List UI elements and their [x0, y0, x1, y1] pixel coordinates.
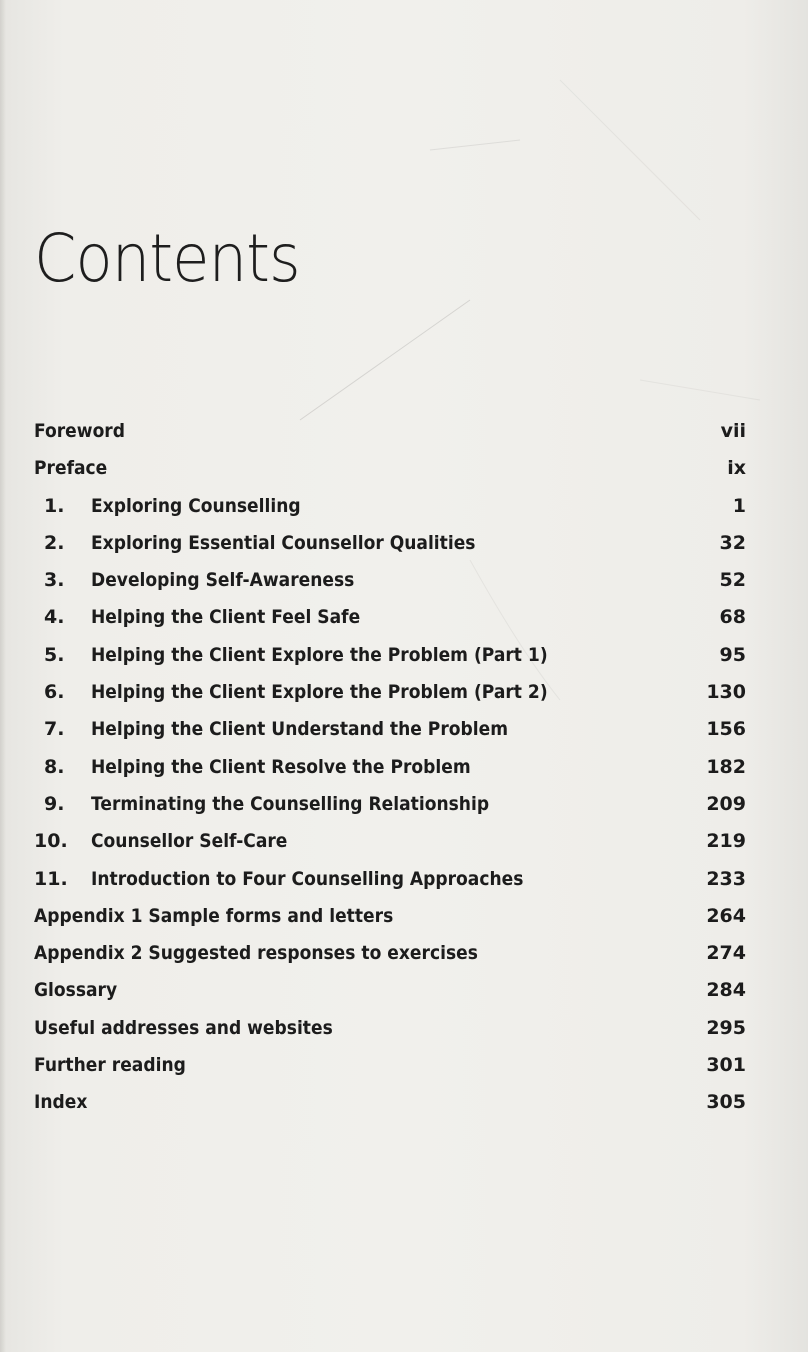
toc-entry-number: 9. — [44, 792, 65, 815]
toc-entry-number: 2. — [44, 531, 65, 554]
toc-entry — [34, 972, 746, 1009]
toc-entry-page-number: 1 — [732, 494, 746, 517]
toc-entry — [34, 562, 746, 599]
toc-entry — [34, 1047, 746, 1084]
toc-entry-page-number: 182 — [706, 755, 746, 778]
toc-entry-page-number: 130 — [706, 681, 746, 704]
toc-entry-label: Exploring Counselling — [91, 494, 301, 517]
toc-entry-page-number: 156 — [706, 718, 746, 741]
toc-entry — [34, 823, 746, 860]
toc-entry-label: Preface — [34, 457, 108, 480]
toc-entry-label: Helping the Client Feel Safe — [91, 606, 361, 629]
toc-entry-page-number: 301 — [706, 1054, 746, 1077]
toc-entry-label: Counsellor Self-Care — [91, 830, 288, 853]
toc-entry — [34, 525, 746, 562]
table-of-contents — [34, 413, 746, 1122]
toc-entry-page-number: 295 — [706, 1016, 746, 1039]
toc-entry-label: Introduction to Four Counselling Approaches — [91, 867, 524, 890]
toc-entry — [34, 935, 746, 972]
toc-entry-label: Appendix 2 Suggested responses to exercises — [34, 942, 478, 965]
toc-entry — [34, 786, 746, 823]
toc-entry-page-number: vii — [720, 420, 746, 442]
toc-entry-label: Helping the Client Resolve the Problem — [91, 755, 471, 778]
toc-entry-page-number: 32 — [719, 531, 746, 554]
toc-entry-page-number: 52 — [719, 569, 746, 592]
toc-entry — [34, 898, 746, 935]
toc-entry-page-number: 219 — [706, 830, 746, 853]
toc-entry-number: 7. — [44, 718, 65, 741]
toc-entry-label: Further reading — [34, 1054, 186, 1077]
toc-entry — [34, 450, 746, 487]
toc-entry-label: Helping the Client Understand the Problem — [91, 718, 509, 741]
toc-entry-page-number: 305 — [706, 1091, 746, 1114]
toc-entry-page-number: 233 — [706, 867, 746, 890]
toc-entry-page-number: ix — [727, 457, 746, 480]
toc-entry-number: 1. — [44, 494, 65, 517]
toc-entry-number: 6. — [44, 681, 65, 704]
toc-entry-label: Foreword — [34, 420, 125, 442]
toc-entry — [34, 861, 746, 898]
toc-entry — [34, 711, 746, 748]
toc-entry-number: 5. — [44, 643, 65, 666]
toc-entry — [34, 674, 746, 711]
toc-entry — [34, 749, 746, 786]
toc-entry-page-number: 274 — [706, 942, 746, 965]
toc-entry — [34, 413, 746, 450]
toc-entry-page-number: 284 — [706, 979, 746, 1002]
page-title: Contents — [34, 220, 300, 297]
toc-entry-label: Terminating the Counselling Relationship — [91, 792, 490, 815]
toc-entry-number: 8. — [44, 755, 65, 778]
toc-entry — [34, 1010, 746, 1047]
toc-entry-label: Glossary — [34, 979, 118, 1002]
toc-entry-label: Appendix 1 Sample forms and letters — [34, 904, 394, 927]
toc-entry-label: Index — [34, 1091, 88, 1114]
page-edge-shadow — [0, 0, 6, 1352]
toc-entry-page-number: 209 — [706, 792, 746, 815]
toc-entry-number: 4. — [44, 606, 65, 629]
toc-entry-page-number: 95 — [719, 643, 746, 666]
toc-entry-label: Exploring Essential Counsellor Qualities — [91, 531, 476, 554]
toc-entry-number: 10. — [34, 830, 68, 853]
toc-entry-page-number: 264 — [706, 904, 746, 927]
toc-entry — [34, 637, 746, 674]
toc-entry-label: Helping the Client Explore the Problem (Part 1) — [91, 643, 548, 666]
toc-entry-label: Developing Self-Awareness — [91, 569, 355, 592]
toc-entry-label: Helping the Client Explore the Problem (Part 2) — [91, 681, 548, 704]
toc-entry-label: Useful addresses and websites — [34, 1016, 333, 1039]
toc-entry — [34, 599, 746, 636]
toc-entry — [34, 1084, 746, 1121]
toc-entry-number: 3. — [44, 569, 65, 592]
toc-entry-number: 11. — [34, 867, 68, 890]
toc-entry — [34, 488, 746, 525]
toc-entry-page-number: 68 — [719, 606, 746, 629]
